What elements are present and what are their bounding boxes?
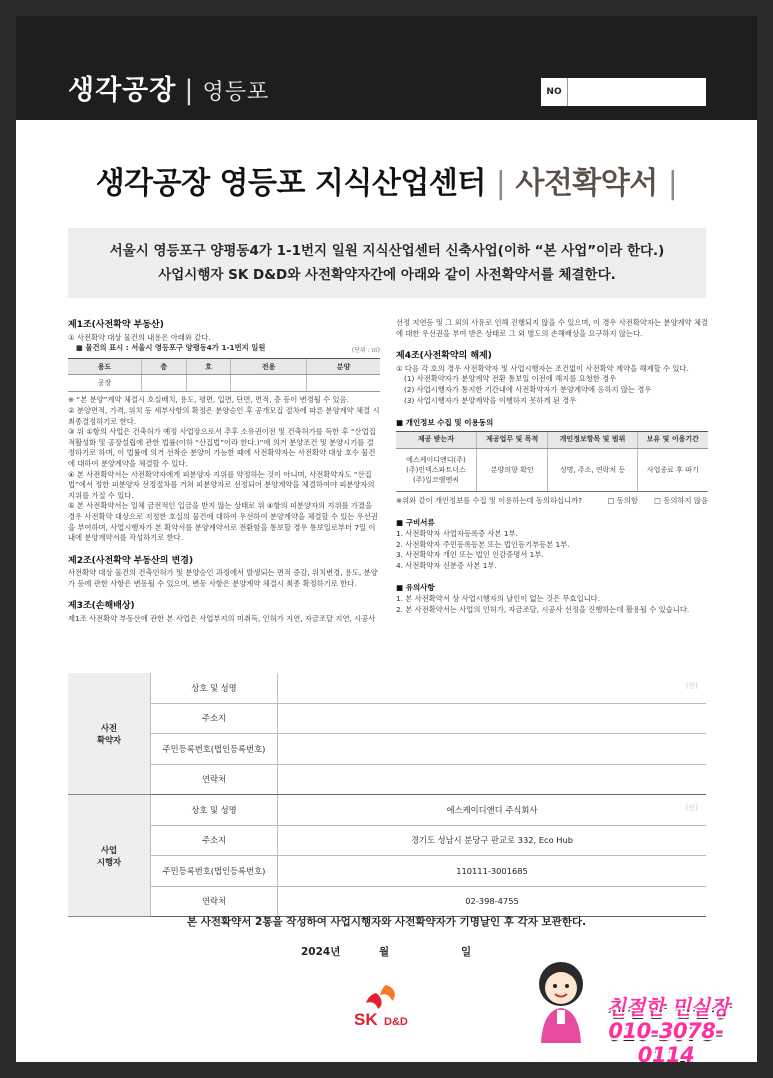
pre-party-address-label: 주소지 — [151, 703, 278, 734]
table-row — [68, 856, 706, 887]
developer-address-value: 경기도 성남시 분당구 판교로 332, Eco Hub — [278, 825, 707, 856]
col-usage: 용도 — [68, 359, 141, 375]
title-end-separator: | — [667, 166, 678, 201]
article-1-para-1: ① 사전확약 대상 물건의 내용은 아래와 같다. — [68, 332, 211, 342]
unit-note: (단위 : ㎡) — [351, 346, 380, 354]
pre-party-group-label: 사전 확약자 — [68, 673, 151, 795]
intro-box — [68, 228, 706, 298]
privacy-section-title: ■ 개인정보 수집 및 이용동의 — [396, 418, 494, 428]
header-bar — [16, 16, 757, 120]
article-3-title: 제3조(손해배상) — [68, 601, 135, 612]
article-1-para-5: ⑤ 본 사전확약서는 일체 금전적인 입금을 받지 않는 상태로 위 ④항의 피분양자의 지위를 가졌을 경우 사전확약 대상으로 지정한 호실의 물건에 대하여 우선하여 분양계약을 체결할 수 있는 우선권을 부여하며, 사업시행자가 본 확약서를 분양계약서로 전환함을 통보할 경우 통보일로부터 7일 이내에 분양계약서를 작성하기로 한다. — [68, 501, 378, 543]
closing-statement: 본 사전확약서 2통을 작성하여 사업시행자와 사전확약자가 기명날인 후 각자 보관한다. — [186, 916, 587, 928]
sk-dd-logo — [346, 983, 426, 1033]
list-item: 1. 사전확약자 사업자등록증 사본 1부. — [396, 528, 518, 538]
list-item: (2) 사업시행자가 통지한 기간내에 사전확약자가 분양계약에 응하지 않는 경우 — [404, 384, 652, 394]
table-row — [68, 825, 706, 856]
table-row — [68, 703, 706, 734]
dd-text: D&D — [384, 1016, 408, 1028]
table-row — [68, 795, 706, 826]
brand-separator: | — [184, 75, 195, 106]
developer-name-label: 상호 및 성명 — [151, 795, 278, 826]
table-row — [68, 375, 380, 392]
table-row — [68, 764, 706, 795]
date-day[interactable]: 일 — [461, 946, 472, 958]
article-3-continued: 선정 지연등 및 그 외의 사유로 인해 진행되지 않을 수 있으며, 이 경우 사전확약자는 분양계약 체결에 대한 우선권을 부여 받은 상태로 그 외 별도의 손해배상을 요구하지 않는다. — [396, 318, 709, 338]
col-floor: 층 — [141, 359, 186, 375]
col-exclusive: 전용 — [231, 359, 307, 375]
property-description: ■ 물건의 표시 : 서울시 영등포구 양평동4가 1-1번지 일원 — [76, 343, 266, 353]
list-item: (1) 사전확약자가 분양계약 전환 통보일 이전에 해지를 요청한 경우 — [404, 374, 617, 384]
cell-items: 성명, 주소, 연락처 등 — [548, 448, 637, 491]
title-main: 생각공장 영등포 지식산업센터 — [95, 166, 486, 201]
parties-table — [68, 673, 706, 917]
property-table — [68, 358, 380, 392]
documents-section-title: ■ 구비서류 — [396, 518, 435, 528]
pre-party-name-label: 상호 및 성명 — [151, 673, 278, 703]
privacy-table — [396, 431, 708, 492]
article-1-para-4: ④ 본 사전확약서는 사전확약자에게 피분양자 지위를 약정하는 것이 아니며, 사전확약자도 “산집법”에서 정한 피분양자 선정절차를 거쳐 피분양자로 선정되어 분양계약을 체결하여야 피분양자의 지위를 가질 수 있다. — [68, 469, 375, 500]
table-row — [68, 673, 706, 703]
list-item: 2. 본 사전확약서는 사업의 인허가, 자금조달, 시공사 선정을 진행하는데 활용될 수 있습니다. — [396, 604, 690, 614]
cell-exclusive[interactable] — [231, 375, 307, 392]
date-month[interactable]: 월 — [379, 946, 390, 958]
promo-phone[interactable]: 010-3078-0114 — [608, 1019, 724, 1062]
col-sale: 분양 — [307, 359, 380, 375]
col-retention: 보유 및 이용기간 — [637, 431, 708, 448]
title-separator: | — [495, 166, 506, 201]
pre-party-address-field[interactable] — [278, 703, 707, 734]
brand-location: 영등포 — [202, 80, 270, 105]
pre-party-name-field[interactable] — [278, 673, 707, 703]
pre-party-regno-field[interactable] — [278, 734, 707, 765]
article-1-para-3: ③ 위 ①항의 사업은 건축허가 예정 사업장으로서 추후 소유권이전 및 건축허가를 득한 후 “산업집적활성화 및 공장설립에 관한 법률(이하 “산집법”이라 한다.)”에 의거 분양조건 및 분양시기를 결정하기로 하며, 이 법률에 의거 선착순 분양이 가능한 때에 사전확약자는 사전확약 대상 호수 물건에 대하여 분양계약을 체결할 수 있다. — [68, 427, 376, 468]
document-page — [16, 16, 757, 1062]
left-column — [68, 320, 380, 625]
article-1-note: ※ “본 분양”계약 체결시 호실배치, 용도, 평면, 입면, 단면, 면적, 층 등이 변경될 수 있음. — [68, 395, 349, 405]
pre-party-contact-label: 연락처 — [151, 764, 278, 795]
article-4-para: ① 다음 각 호의 경우 사전확약자 및 사업시행자는 조건없이 사전확약 계약을 해제할 수 있다. — [396, 363, 689, 373]
table-row — [396, 448, 708, 491]
article-1-title: 제1조(사전확약 부동산) — [68, 320, 164, 330]
list-item: 3. 사전확약자 개인 또는 법인 인감증명서 1부. — [396, 550, 544, 560]
cell-purpose: 분양의향 확인 — [476, 448, 548, 491]
article-4-title: 제4조(사전확약의 해제) — [396, 351, 492, 362]
cell-sale[interactable] — [307, 375, 380, 392]
article-1-para-2: ② 분양면적, 가격, 위치 등 세부사항의 확정은 분양승인 후 공개모집 절차에 따른 분양계약 체결 시 최종결정하기로 한다. — [68, 405, 380, 426]
col-purpose: 제공업무 및 목적 — [476, 431, 548, 448]
date-year[interactable]: 2024년 — [301, 946, 341, 958]
developer-name-value: 에스케이디앤디 주식회사 — [446, 804, 538, 815]
article-2-para: 사전확약 대상 물건의 건축인허가 및 분양승인 과정에서 발생되는 면적 증감, 위치변경, 용도, 분양가 등에 관한 사항은 변동될 수 있으며, 변동 사항은 분양계약 체결시 최종 확정하기로 한다. — [68, 568, 378, 588]
developer-address-label: 주소지 — [151, 825, 278, 856]
developer-name-field — [278, 795, 707, 826]
notes-section-title: ■ 유의사항 — [396, 583, 435, 593]
sk-text: SK — [354, 1010, 378, 1029]
article-2-title: 제2조(사전확약 부동산의 변경) — [68, 555, 194, 566]
right-column — [396, 318, 708, 615]
list-item: 4. 사전확약자 신분증 사본 1부. — [396, 560, 497, 570]
cell-recipient: 에스케이디앤디(주) (주)인덱스파트너스 (주)일코램앤씨 — [396, 448, 476, 491]
pre-party-regno-label: 주민등록번호(법인등록번호) — [151, 734, 278, 765]
intro-line-2: 사업시행자 SK D&D와 사전확약자간에 아래와 같이 사전확약서를 체결한다. — [158, 267, 616, 283]
promo-name: 친절한 민실장 — [606, 995, 730, 1019]
cell-floor[interactable] — [141, 375, 186, 392]
consent-yes-checkbox[interactable]: □ 동의함 — [607, 495, 638, 505]
article-3-para: 제1조 사전확약 부동산에 관한 본 사업은 사업부지의 미취득, 인허가 지연, 자금조달 지연, 시공사 — [68, 614, 376, 624]
col-items: 개인정보항목 및 범위 — [548, 431, 637, 448]
intro-line-1: 서울시 영등포구 양평동4가 1-1번지 일원 지식산업센터 신축사업(이하 “본 사업”이라 한다.) — [109, 243, 665, 259]
col-recipient: 제공 받는자 — [396, 431, 476, 448]
document-title — [16, 158, 757, 202]
document-number-box[interactable] — [541, 78, 706, 106]
no-label: NO — [541, 78, 568, 106]
list-item: 1. 본 사전확약서 상 사업시행자의 날인이 없는 것은 무효입니다. — [396, 593, 601, 603]
developer-contact-value: 02-398-4755 — [278, 886, 707, 917]
list-item: (3) 사업시행자가 분양계약을 이행하지 못하게 된 경우 — [404, 395, 577, 405]
developer-regno-label: 주민등록번호(법인등록번호) — [151, 856, 278, 887]
consent-no-checkbox[interactable]: □ 동의하지 않음 — [654, 495, 708, 505]
sk-butterfly-icon — [380, 985, 395, 1001]
no-value-field[interactable] — [568, 78, 706, 106]
seal-mark: (인) — [685, 682, 698, 690]
consent-question: ※위와 같이 개인정보를 수집 및 이용하는데 동의하십니까? — [396, 495, 583, 505]
pre-party-contact-field[interactable] — [278, 764, 707, 795]
seal-mark: (인) — [685, 804, 698, 812]
developer-contact-label: 연락처 — [151, 886, 278, 917]
developer-group-label: 사업 시행자 — [68, 795, 151, 917]
property-table-header — [68, 359, 380, 375]
consent-row — [396, 496, 708, 507]
developer-regno-value: 110111-3001685 — [278, 856, 707, 887]
privacy-table-header — [396, 431, 708, 448]
cell-unit[interactable] — [186, 375, 231, 392]
brand-logo — [68, 68, 269, 107]
cell-retention: 사업종료 후 파기 — [637, 448, 708, 491]
col-unit: 호 — [186, 359, 231, 375]
table-row — [68, 734, 706, 765]
brand-name: 생각공장 — [68, 75, 177, 106]
table-row — [68, 886, 706, 917]
title-type: 사전확약서 — [515, 166, 658, 201]
cell-usage: 공장 — [68, 375, 141, 392]
list-item: 2. 사전확약자 주민등록등본 또는 법인등기부등본 1부. — [396, 539, 570, 549]
